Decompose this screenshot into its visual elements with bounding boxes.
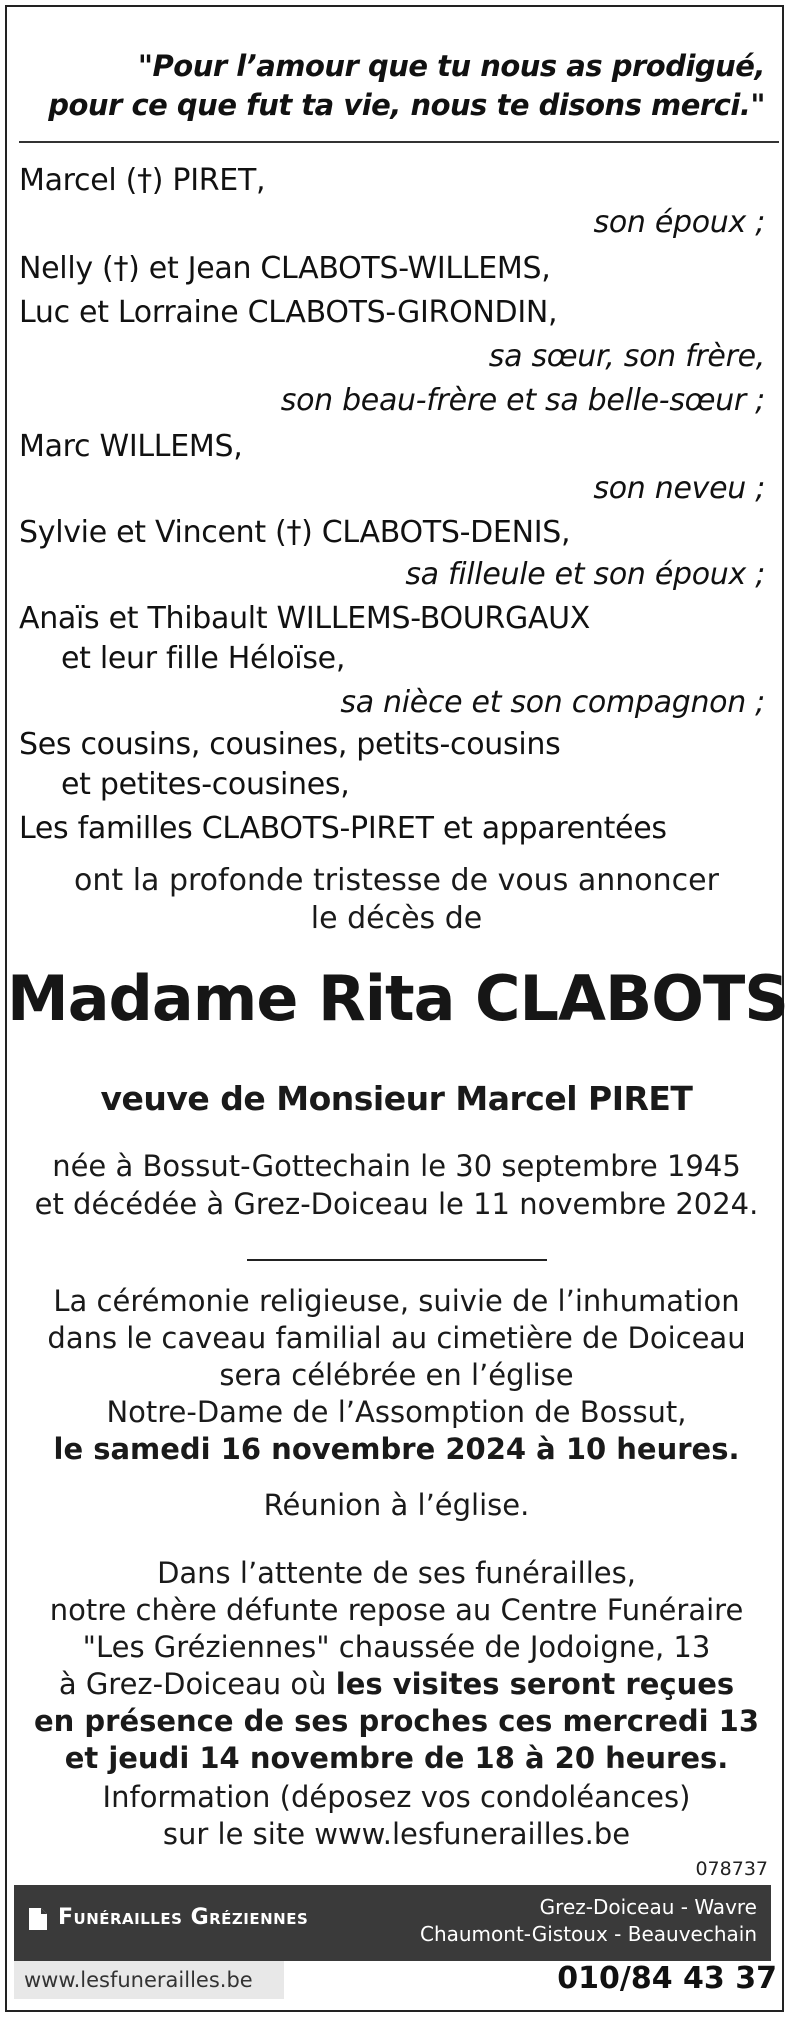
family-line: Nelly (†) et Jean CLABOTS-WILLEMS,: [19, 251, 551, 286]
family-line: sa filleule et son époux ;: [405, 557, 765, 592]
brand-name: Funérailles Gréziennes: [58, 1905, 309, 1930]
info-line-2: sur le site www.lesfunerailles.be: [162, 1817, 631, 1851]
reference-number: 078737: [695, 1858, 768, 1880]
locations-line-2: Chaumont-Gistoux - Beauvechain: [419, 1922, 757, 1946]
ceremony-date: le samedi 16 novembre 2024 à 10 heures.: [53, 1432, 740, 1466]
phone-number[interactable]: 010/84 43 37: [557, 1961, 777, 1996]
quote-line-1: "Pour l’amour que tu nous as prodigué,: [137, 49, 765, 83]
meeting-info: Réunion à l’église.: [263, 1488, 530, 1522]
website-link[interactable]: www.lesfunerailles.be: [14, 1961, 284, 1999]
quote-line-2: pour ce que fut ta vie, nous te disons merci.": [48, 88, 765, 122]
visits-line-4b: les visites seront reçues: [335, 1667, 735, 1701]
obituary-frame: [5, 5, 788, 2012]
top-rule: [19, 141, 779, 143]
family-line: son époux ;: [593, 205, 765, 240]
family-line: sa sœur, son frère,: [488, 339, 765, 374]
visits-block: [7, 1555, 786, 1777]
visits-line-1: Dans l’attente de ses funérailles,: [157, 1556, 636, 1590]
announce-line-1: ont la profonde tristesse de vous annoncer: [74, 863, 719, 898]
ceremony-line-1: La cérémonie religieuse, suivie de l’inhumation: [53, 1284, 740, 1318]
family-line: et leur fille Héloïse,: [61, 641, 346, 676]
visits-line-2: notre chère défunte repose au Centre Funéraire: [49, 1593, 744, 1627]
visits-line-5: en présence de ses proches ces mercredi 13: [33, 1704, 760, 1738]
family-line: son neveu ;: [593, 471, 765, 506]
info-block: [7, 1779, 786, 1853]
death-line: et décédée à Grez-Doiceau le 11 novembre 2024.: [34, 1187, 759, 1221]
family-line: Les familles CLABOTS-PIRET et apparentées: [19, 811, 667, 846]
ceremony-line-3: sera célébrée en l’église: [219, 1358, 574, 1392]
family-line: Sylvie et Vincent (†) CLABOTS-DENIS,: [19, 515, 571, 550]
announcement: [7, 862, 786, 938]
ceremony-block: [7, 1283, 786, 1468]
family-line: Marc WILLEMS,: [19, 429, 243, 464]
family-line: Marcel (†) PIRET,: [19, 163, 266, 198]
visits-line-3: "Les Gréziennes" chaussée de Jodoigne, 13: [82, 1630, 711, 1664]
birth-death-dates: [7, 1147, 786, 1223]
document-icon: [28, 1907, 48, 1931]
family-line: sa nièce et son compagnon ;: [340, 685, 765, 720]
visits-line-4a: à Grez-Doiceau où: [58, 1667, 336, 1701]
ceremony-line-4: Notre-Dame de l’Assomption de Bossut,: [106, 1395, 687, 1429]
widow-of: veuve de Monsieur Marcel PIRET: [100, 1079, 693, 1118]
family-line: Anaïs et Thibault WILLEMS-BOURGAUX: [19, 601, 591, 636]
footer-banner: [14, 1885, 771, 1961]
family-line: son beau-frère et sa belle-sœur ;: [280, 383, 765, 418]
ceremony-line-2: dans le caveau familial au cimetière de Doiceau: [47, 1321, 746, 1355]
visits-line-6: et jeudi 14 novembre de 18 à 20 heures.: [64, 1741, 729, 1775]
separator-rule: [247, 1259, 547, 1261]
family-line: et petites-cousines,: [61, 767, 350, 802]
info-line-1: Information (déposez vos condoléances): [102, 1780, 691, 1814]
birth-line: née à Bossut-Gottechain le 30 septembre 1945: [52, 1149, 741, 1183]
family-line: Ses cousins, cousines, petits-cousins: [19, 727, 561, 762]
visits-line-4: [7, 1666, 786, 1703]
deceased-name: Madame Rita CLABOTS: [7, 962, 788, 1035]
quote: [48, 47, 765, 125]
family-line: Luc et Lorraine CLABOTS-GIRONDIN,: [19, 295, 558, 330]
announce-line-2: le décès de: [310, 901, 483, 936]
locations-line-1: Grez-Doiceau - Wavre: [539, 1895, 757, 1919]
